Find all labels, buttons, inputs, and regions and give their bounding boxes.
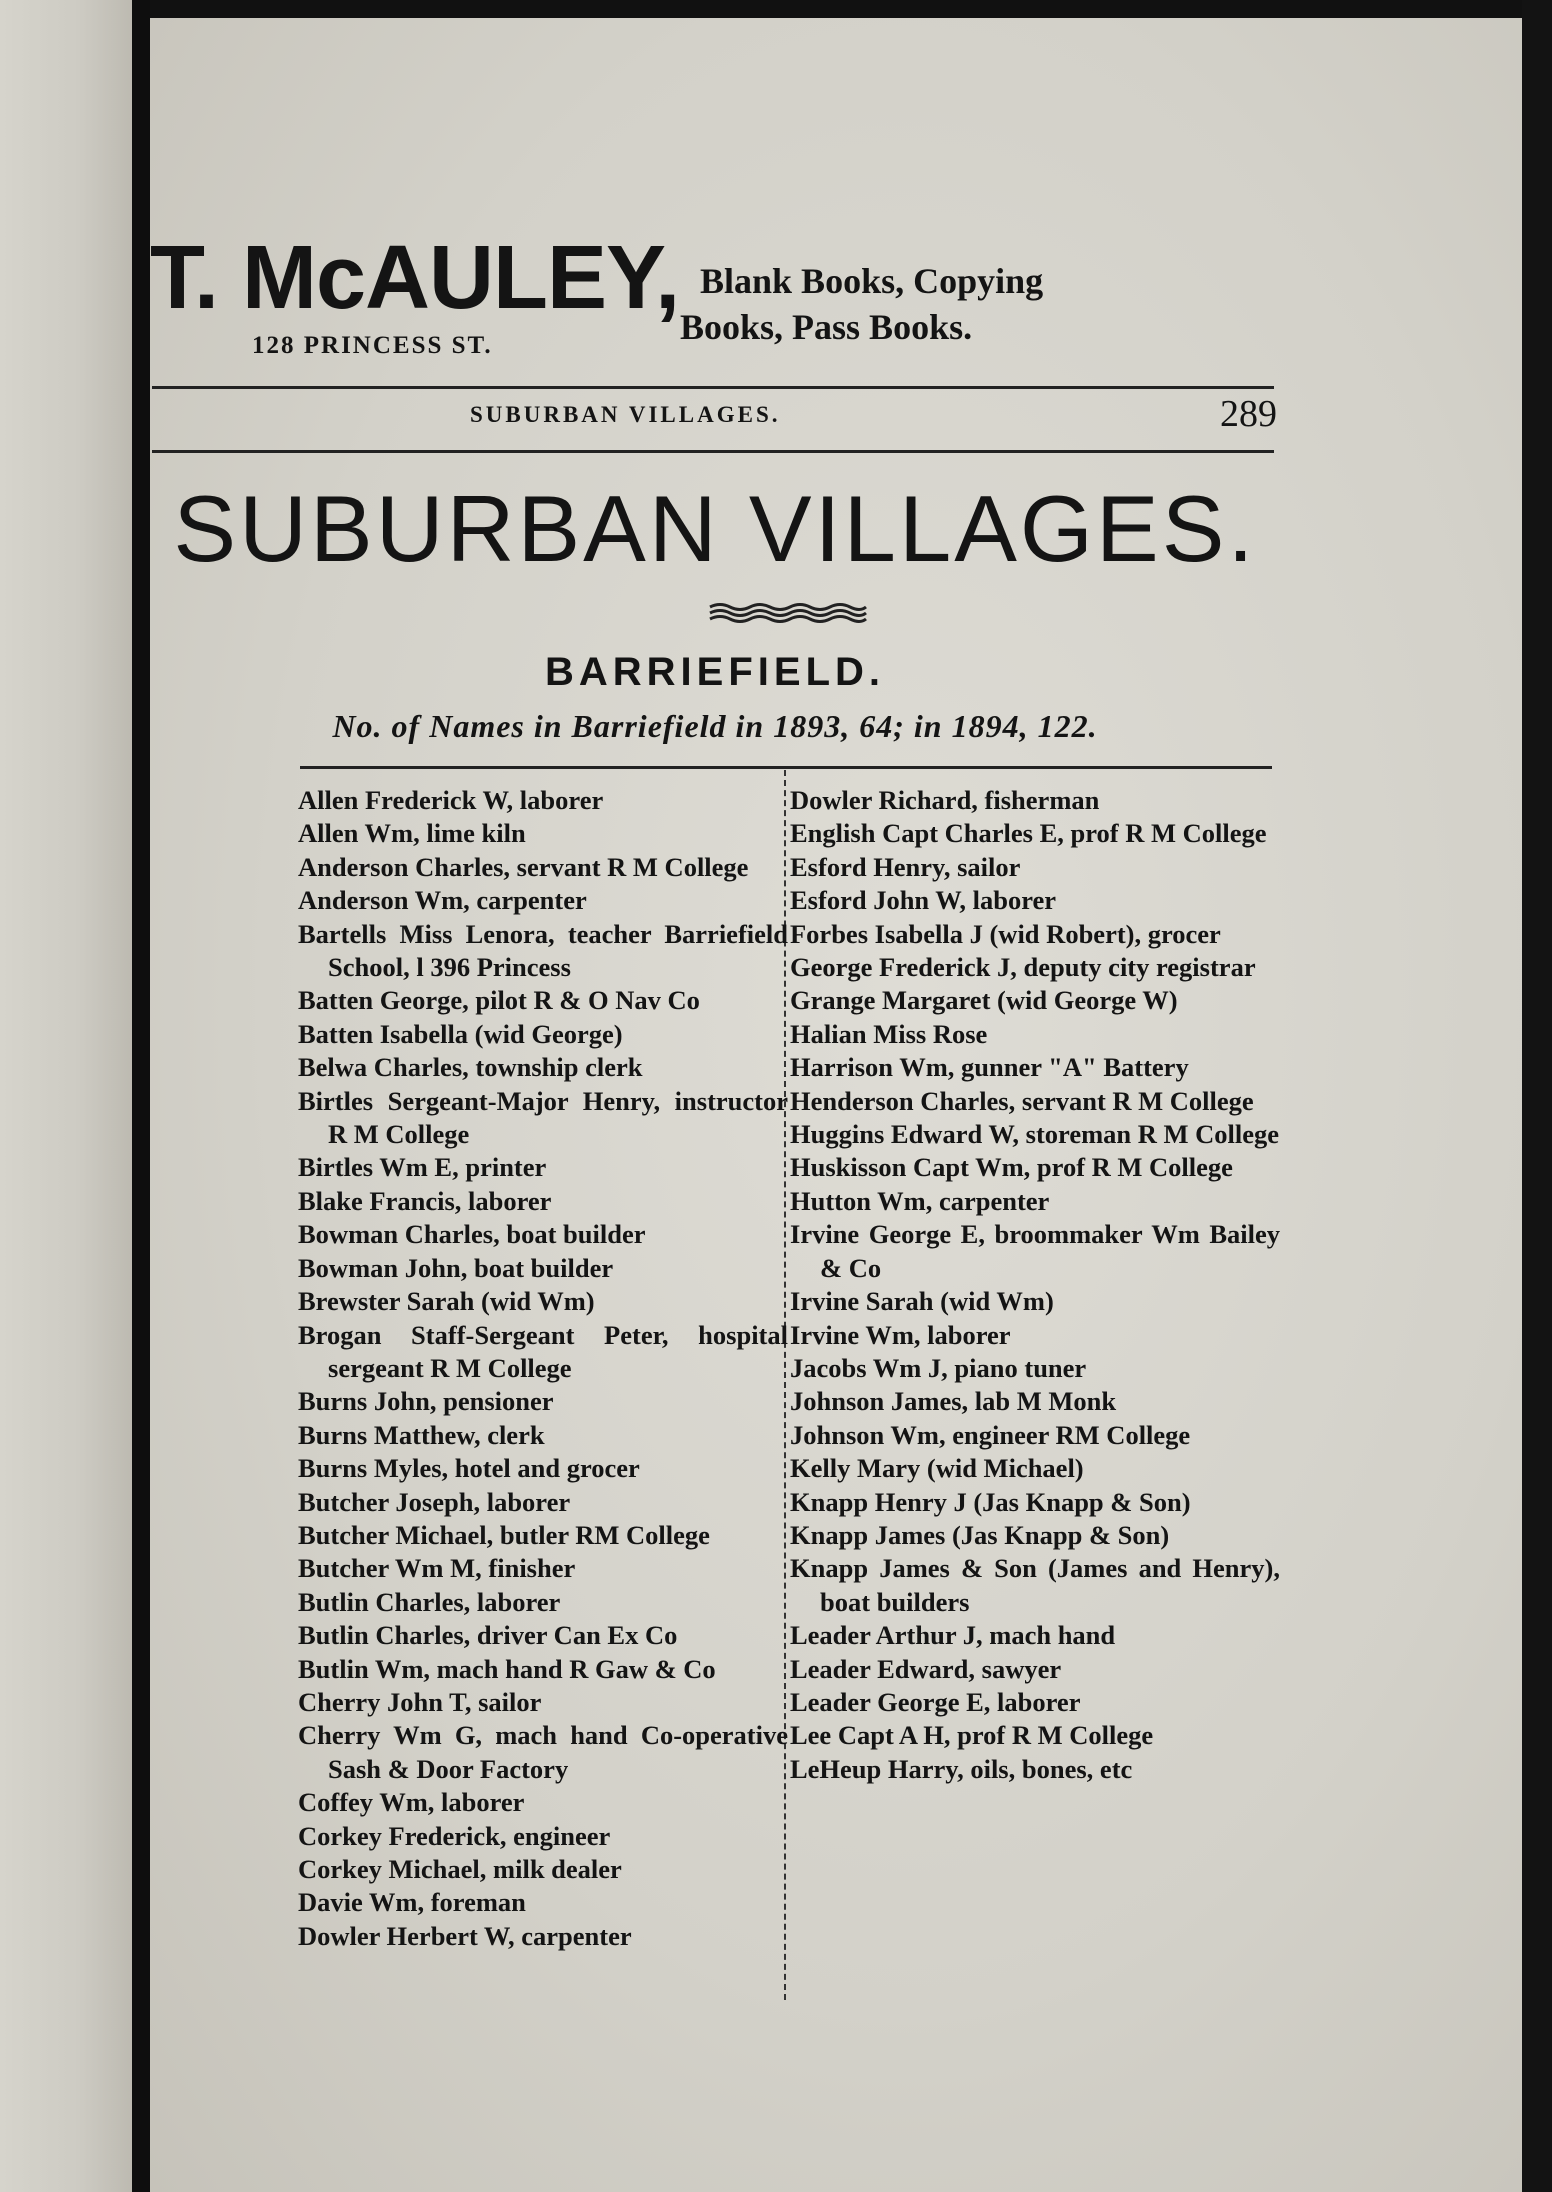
directory-rule [300, 766, 1272, 769]
scan-top-border [0, 0, 1552, 18]
book-gutter [132, 0, 150, 2192]
directory-entry: Corkey Frederick, engineer [298, 1820, 611, 1851]
directory-entry: Bowman John, boat builder [298, 1252, 614, 1283]
directory-entry: Butcher Joseph, laborer [298, 1486, 571, 1517]
directory-entry: Irvine George E, broommaker Wm Bailey & Co [790, 1219, 1280, 1283]
directory-entry: Butlin Wm, mach hand R Gaw & Co [298, 1653, 716, 1684]
directory-entry: Leader Arthur J, mach hand [790, 1620, 1116, 1651]
directory-entry: Johnson Wm, engineer RM College [790, 1419, 1191, 1450]
directory-entry: Cherry John T, sailor [298, 1686, 542, 1717]
running-head-title: SUBURBAN VILLAGES. [470, 402, 781, 427]
directory-entry: Leader Edward, sawyer [790, 1653, 1062, 1684]
advertisement-text-line-1: Blank Books, Copying [700, 261, 1044, 301]
directory-entry: Halian Miss Rose [790, 1018, 988, 1049]
directory-entry: Knapp Henry J (Jas Knapp & Son) [790, 1486, 1191, 1517]
wave-ornament [708, 602, 868, 624]
directory-entry: Huggins Edward W, storeman R M College [790, 1119, 1280, 1150]
directory-entry: Lee Capt A H, prof R M College [790, 1720, 1154, 1751]
directory-entry: Forbes Isabella J (wid Robert), grocer [790, 918, 1221, 949]
directory-entry: Butlin Charles, driver Can Ex Co [298, 1620, 678, 1651]
directory-entry: Brogan Staff-Sergeant Peter, hospital sergeant R M College [298, 1319, 788, 1383]
directory-entry: Belwa Charles, township clerk [298, 1052, 643, 1083]
directory-entry: Grange Margaret (wid George W) [790, 985, 1178, 1016]
directory-entry: Anderson Charles, servant R M College [298, 851, 749, 882]
directory-entry: Henderson Charles, servant R M College [790, 1085, 1254, 1116]
directory-entry: Knapp James (Jas Knapp & Son) [790, 1519, 1170, 1550]
advertisement-text-line-2: Books, Pass Books. [680, 307, 973, 347]
directory-entry: Allen Frederick W, laborer [298, 785, 604, 815]
directory-entry: Batten Isabella (wid George) [298, 1018, 623, 1049]
directory-entry: Huskisson Capt Wm, prof R M College [790, 1152, 1233, 1183]
directory-entry: Knapp James & Son (James and Henry), boat builders [790, 1553, 1280, 1617]
directory-entry: Butcher Michael, butler RM College [298, 1519, 710, 1550]
directory-entry: Butcher Wm M, finisher [298, 1553, 576, 1584]
facing-page-edge [0, 0, 132, 2192]
directory-entry: Birtles Sergeant-Major Henry, instructor R M College [298, 1085, 788, 1150]
directory-right-column [790, 784, 1280, 1786]
directory-entry: Allen Wm, lime kiln [298, 818, 526, 849]
directory-entry: Butlin Charles, laborer [298, 1586, 561, 1617]
directory-entry: Anderson Wm, carpenter [298, 885, 587, 916]
directory-entry: Irvine Wm, laborer [790, 1319, 1011, 1350]
directory-entry: Esford John W, laborer [790, 885, 1057, 916]
directory-entry: Birtles Wm E, printer [298, 1152, 547, 1183]
directory-entry: Corkey Michael, milk dealer [298, 1854, 622, 1884]
directory-entry: Cherry Wm G, mach hand Co-operative Sash & Door Factory [298, 1720, 788, 1784]
directory-entry: Kelly Mary (wid Michael) [790, 1453, 1084, 1484]
header-rule-bottom [152, 450, 1274, 453]
directory-entry: Jacobs Wm J, piano tuner [790, 1352, 1087, 1383]
advertiser-name: T. McAULEY, [150, 228, 680, 328]
directory-entry: Bartells Miss Lenora, teacher Barriefield School, l 396 Princess [298, 918, 788, 983]
directory-entry: Harrison Wm, gunner "A" Battery [790, 1052, 1189, 1083]
directory-entry: Esford Henry, sailor [790, 851, 1021, 882]
scan-right-border [1522, 0, 1552, 2192]
directory-entry: Davie Wm, foreman [298, 1887, 526, 1918]
directory-entry: Johnson James, lab M Monk [790, 1386, 1117, 1417]
directory-entry: Bowman Charles, boat builder [298, 1219, 646, 1250]
directory-entry: Burns Matthew, clerk [298, 1419, 545, 1450]
directory-entry: Irvine Sarah (wid Wm) [790, 1286, 1054, 1317]
directory-entry: Dowler Herbert W, carpenter [298, 1920, 632, 1951]
directory-entry: Batten George, pilot R & O Nav Co [298, 985, 700, 1016]
directory-entry: Dowler Richard, fisherman [790, 785, 1100, 815]
directory-entry: Hutton Wm, carpenter [790, 1185, 1050, 1216]
directory-entry: Brewster Sarah (wid Wm) [298, 1286, 595, 1317]
directory-left-column [298, 784, 788, 1953]
directory-entry: Blake Francis, laborer [298, 1185, 552, 1216]
directory-entry: George Frederick J, deputy city registrar [790, 952, 1256, 983]
directory-entry: English Capt Charles E, prof R M College [790, 818, 1267, 849]
advertiser-address: 128 PRINCESS ST. [252, 332, 493, 359]
header-rule-top [152, 386, 1274, 389]
directory-entry: Burns John, pensioner [298, 1386, 554, 1417]
page-title: SUBURBAN VILLAGES. [173, 476, 1257, 581]
page-number: 289 [1220, 393, 1277, 435]
section-title: BARRIEFIELD. [545, 650, 885, 694]
names-count-note: No. of Names in Barriefield in 1893, 64; in 1894, 122. [332, 708, 1098, 744]
directory-entry: Burns Myles, hotel and grocer [298, 1453, 640, 1484]
directory-entry: Coffey Wm, laborer [298, 1787, 525, 1818]
directory-entry: LeHeup Harry, oils, bones, etc [790, 1753, 1133, 1784]
directory-entry: Leader George E, laborer [790, 1686, 1081, 1717]
